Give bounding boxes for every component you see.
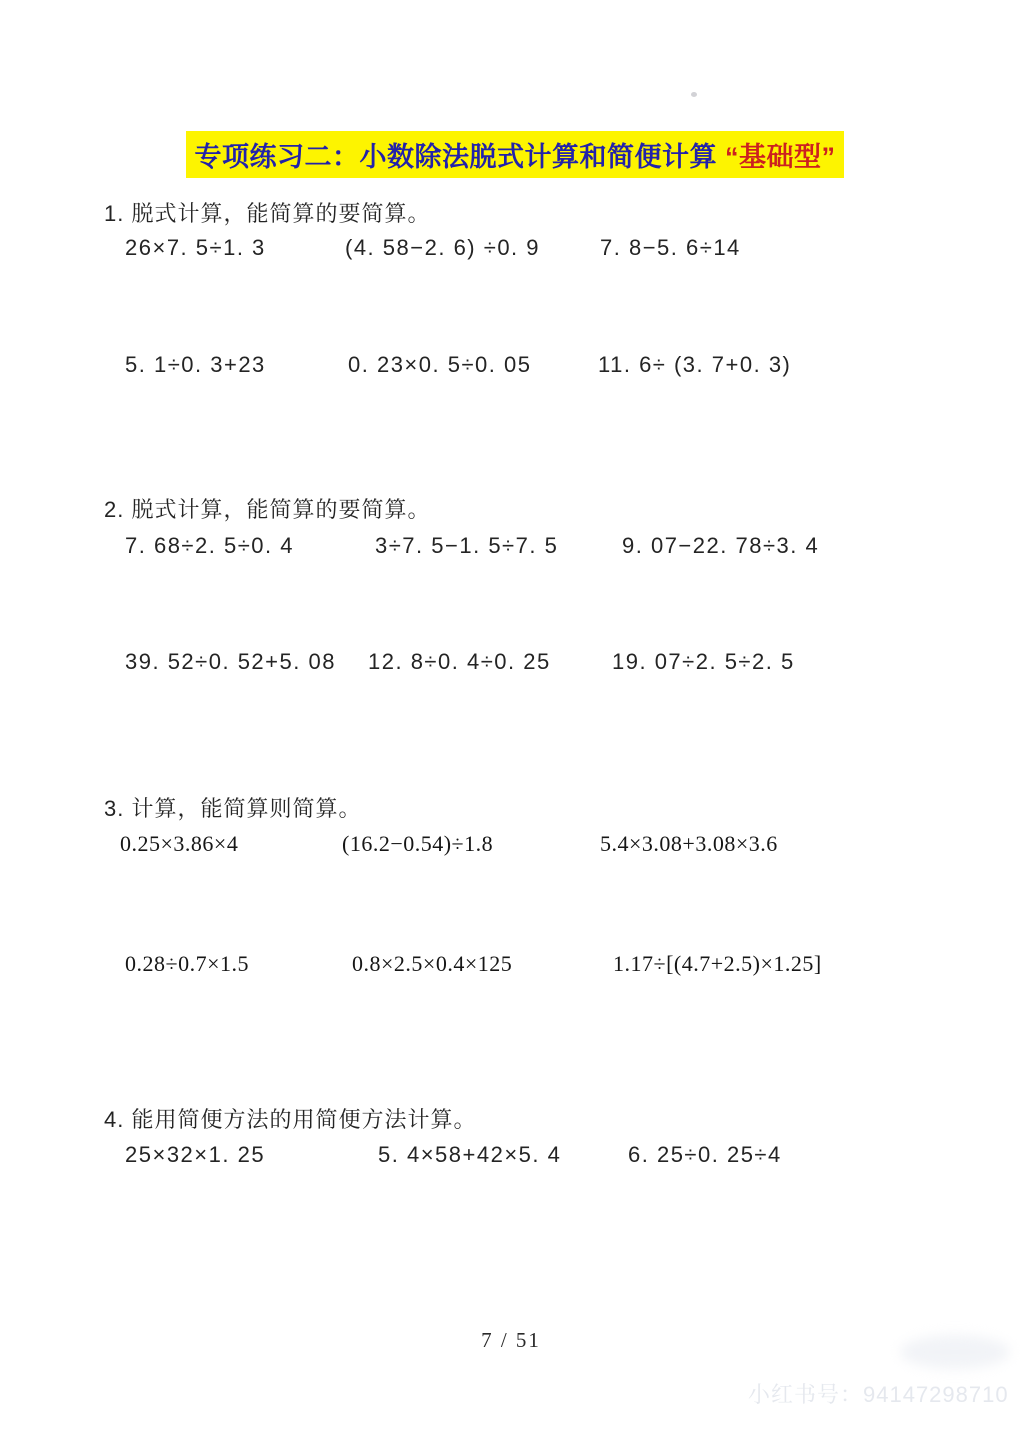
- expression: 5. 1÷0. 3+23: [125, 352, 266, 377]
- worksheet-title: 专项练习二：小数除法脱式计算和简便计算: [194, 142, 717, 172]
- expression: 0.25×3.86×4: [120, 831, 239, 856]
- section-2-row-1: [0, 533, 1022, 565]
- section-1-row-1: [0, 235, 1022, 267]
- section-2-row-2: [0, 649, 1022, 681]
- scan-artifact-smudge: [900, 1335, 1010, 1369]
- section-4-heading: 4. 能用简便方法的用简便方法计算。: [104, 1107, 477, 1132]
- page-indicator: 7 / 51: [481, 1328, 541, 1352]
- expression: 3÷7. 5−1. 5÷7. 5: [375, 533, 559, 558]
- scan-artifact-dot: [691, 92, 697, 97]
- section-3-heading: 3. 计算，能简算则简算。: [104, 796, 362, 821]
- expression: 6. 25÷0. 25÷4: [628, 1142, 782, 1167]
- section-1-heading: 1. 脱式计算，能简算的要简算。: [104, 201, 431, 226]
- section-4-row-1: [0, 1142, 1022, 1174]
- expression: 26×7. 5÷1. 3: [125, 235, 266, 260]
- expression: 9. 07−22. 78÷3. 4: [622, 533, 820, 558]
- section-1-row-2: [0, 352, 1022, 384]
- expression: 0. 23×0. 5÷0. 05: [348, 352, 532, 377]
- title-banner: [186, 131, 844, 178]
- expression: 7. 68÷2. 5÷0. 4: [125, 533, 294, 558]
- expression: 5.4×3.08+3.08×3.6: [600, 831, 778, 856]
- expression: 25×32×1. 25: [125, 1142, 266, 1167]
- section-3-row-1: [0, 831, 1022, 863]
- expression: 39. 52÷0. 52+5. 08: [125, 649, 336, 674]
- expression: 12. 8÷0. 4÷0. 25: [368, 649, 551, 674]
- expression: 7. 8−5. 6÷14: [600, 235, 741, 260]
- expression: (4. 58−2. 6) ÷0. 9: [345, 235, 541, 260]
- section-3-row-2: [0, 951, 1022, 983]
- section-2-heading: 2. 脱式计算，能简算的要简算。: [104, 497, 431, 522]
- watermark-text: 小红书号：94147298710: [748, 1382, 1009, 1407]
- expression: 0.28÷0.7×1.5: [125, 951, 249, 976]
- expression: 5. 4×58+42×5. 4: [378, 1142, 562, 1167]
- expression: (16.2−0.54)÷1.8: [342, 831, 494, 856]
- expression: 0.8×2.5×0.4×125: [352, 951, 513, 976]
- expression: 19. 07÷2. 5÷2. 5: [612, 649, 795, 674]
- expression: 1.17÷[(4.7+2.5)×1.25]: [613, 951, 822, 976]
- expression: 11. 6÷ (3. 7+0. 3): [598, 352, 792, 377]
- difficulty-badge: “基础型”: [725, 142, 836, 172]
